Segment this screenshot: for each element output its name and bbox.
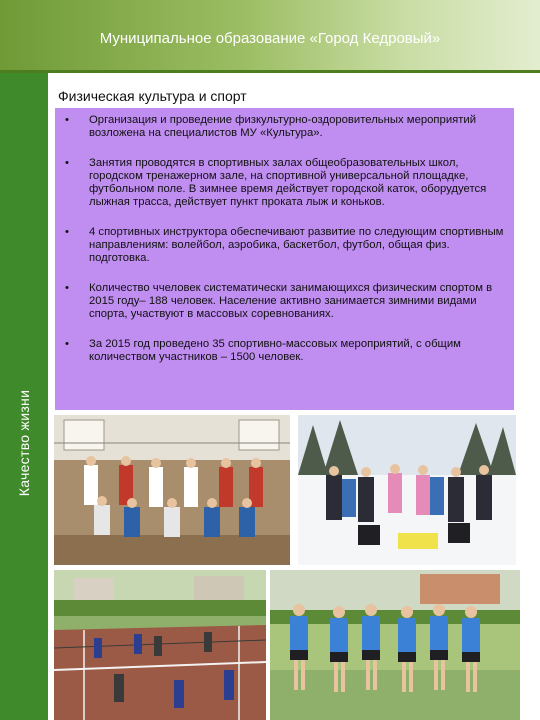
page-title: Муниципальное образование «Город Кедровый» xyxy=(99,30,441,47)
bullet-text: За 2015 год проведено 35 спортивно-массовых мероприятий, с общим количеством участников – 1500 человек. xyxy=(89,338,461,363)
bullet-item xyxy=(63,114,504,140)
bullet-panel xyxy=(55,108,514,410)
bullet-text: Количество ччеловек систематически занимающихся физическим спортом в 2015 году– 188 человек. Население активно занимается зимними видами спорта, участвуют в массовых соревнованиях. xyxy=(89,282,493,320)
photo-winter-group xyxy=(298,415,516,565)
bullet-item xyxy=(63,338,504,364)
header-banner xyxy=(0,0,540,73)
bullet-text: Организация и проведение физкультурно-оздоровительных мероприятий возложена на специалистов МУ «Культура». xyxy=(89,114,477,139)
photo-volleyball-team xyxy=(270,570,520,720)
bullet-marker: • xyxy=(65,157,69,169)
bullet-text: 4 спортивных инструктора обеспечивают развитие по следующим спортивным направлениям: волейбол, аэробика, баскетбол, футбол, общая физ. подготовка. xyxy=(89,226,504,264)
bullet-marker: • xyxy=(65,338,69,350)
photo-outdoor-court xyxy=(54,570,266,720)
bullet-marker: • xyxy=(65,226,69,238)
bullet-item xyxy=(63,282,504,321)
sidebar xyxy=(0,73,48,720)
bullet-item xyxy=(63,226,504,265)
section-title: Физическая культура и спорт xyxy=(58,88,247,104)
bullet-marker: • xyxy=(65,282,69,294)
bullet-text: Занятия проводятся в спортивных залах общеобразовательных школ, городском тренажерном зале, на спортивной универсальной площадке, футбольном поле. В зимнее время действует городской каток, оборудуется лыжная трасса, действует пункт проката лыж и коньков. xyxy=(89,157,487,208)
sidebar-label: Качество жизни xyxy=(16,389,32,497)
bullet-marker: • xyxy=(65,114,69,126)
bullet-item xyxy=(63,157,504,209)
photo-indoor-team xyxy=(54,415,290,565)
